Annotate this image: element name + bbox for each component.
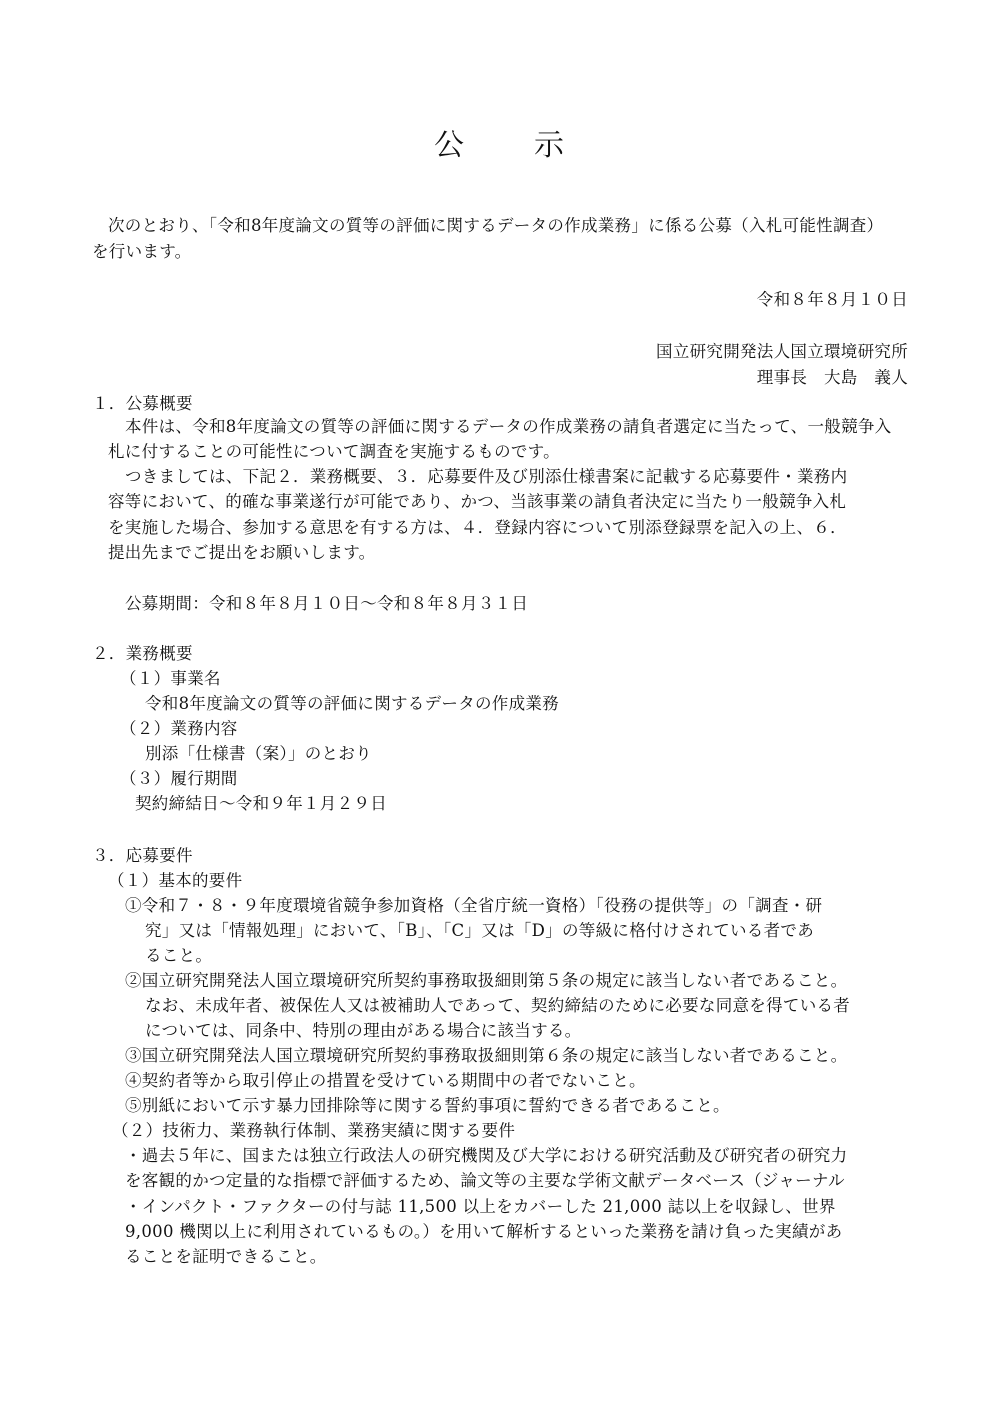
page-title bbox=[0, 128, 1000, 164]
section-1-p2-line-4: 提出先までご提出をお願いします。 bbox=[108, 543, 376, 562]
requirement-1-line-3: ること。 bbox=[145, 946, 213, 965]
item-3-label: （３）履行期間 bbox=[120, 769, 238, 788]
requirement-1-line-2: 究」又は「情報処理」において、「B」、「C」又は「D」の等級に格付けされている者であ bbox=[145, 921, 814, 940]
title-char-1: 公 bbox=[434, 128, 466, 163]
recruitment-period: 公募期間：令和８年８月１０日～令和８年８月３１日 bbox=[125, 594, 529, 613]
requirement-2-line-3: については、同条中、特別の理由がある場合に該当する。 bbox=[145, 1021, 582, 1040]
requirement-4: ④契約者等から取引停止の措置を受けている期間中の者でないこと。 bbox=[125, 1071, 646, 1090]
subsection-1-heading: （１）基本的要件 bbox=[108, 871, 243, 890]
technical-requirement-line-3: ・インパクト・ファクターの付与誌 11,500 以上をカバーした 21,000 誌以上を収録し、世界 bbox=[125, 1197, 836, 1216]
section-3-heading: ３．応募要件 bbox=[92, 846, 193, 865]
item-1-label: （１）事業名 bbox=[120, 669, 221, 688]
notice-date: 令和８年８月１０日 bbox=[756, 290, 908, 309]
section-2-heading: ２．業務概要 bbox=[92, 644, 193, 663]
intro-line-1: 次のとおり、「令和8年度論文の質等の評価に関するデータの作成業務」に係る公募（入札可能性調査） bbox=[108, 216, 884, 235]
issuer-person: 理事長 大島 義人 bbox=[756, 368, 908, 387]
section-1-p1-line-2: 札に付することの可能性について調査を実施するものです。 bbox=[108, 442, 560, 461]
item-3-value: 契約締結日～令和９年１月２９日 bbox=[135, 794, 387, 813]
intro-line-2: を行います。 bbox=[92, 242, 192, 261]
requirement-5: ⑤別紙において示す暴力団排除等に関する誓約事項に誓約できる者であること。 bbox=[125, 1096, 730, 1115]
section-1-p2-line-1: つきましては、下記２．業務概要、３．応募要件及び別添仕様書案に記載する応募要件・業務内 bbox=[125, 467, 848, 486]
item-1-value: 令和8年度論文の質等の評価に関するデータの作成業務 bbox=[145, 694, 559, 713]
item-2-label: （２）業務内容 bbox=[120, 719, 238, 738]
requirement-1-line-1: ①令和７・８・９年度環境省競争参加資格（全省庁統一資格）「役務の提供等」の「調査・研 bbox=[125, 896, 823, 915]
title-char-2: 示 bbox=[534, 128, 566, 163]
section-1-p2-line-3: を実施した場合、参加する意思を有する方は、４．登録内容について別添登録票を記入の上、６． bbox=[108, 518, 847, 537]
section-1-p1-line-1: 本件は、令和8年度論文の質等の評価に関するデータの作成業務の請負者選定に当たって、一般競争入 bbox=[125, 417, 892, 436]
section-1-p2-line-2: 容等において、的確な事業遂行が可能であり、かつ、当該事業の請負者決定に当たり一般競争入札 bbox=[108, 492, 847, 511]
requirement-3: ③国立研究開発法人国立環境研究所契約事務取扱細則第６条の規定に該当しない者であること。 bbox=[125, 1046, 848, 1065]
item-2-value: 別添「仕様書（案）」のとおり bbox=[145, 744, 372, 763]
technical-requirement-line-5: ることを証明できること。 bbox=[125, 1247, 327, 1266]
technical-requirement-line-1: ・過去５年に、国または独立行政法人の研究機関及び大学における研究活動及び研究者の研究力 bbox=[125, 1146, 848, 1165]
requirement-2-line-2: なお、未成年者、被保佐人又は被補助人であって、契約締結のために必要な同意を得ている者 bbox=[145, 996, 851, 1015]
section-1-heading: １．公募概要 bbox=[92, 394, 193, 413]
requirement-2-line-1: ②国立研究開発法人国立環境研究所契約事務取扱細則第５条の規定に該当しない者であること。 bbox=[125, 971, 848, 990]
issuer-organization: 国立研究開発法人国立環境研究所 bbox=[656, 342, 908, 361]
technical-requirement-line-4: 9,000 機関以上に利用されているもの。）を用いて解析するといった業務を請け負った実績があ bbox=[125, 1222, 843, 1241]
subsection-2-heading: （２）技術力、業務執行体制、業務実績に関する要件 bbox=[112, 1121, 516, 1140]
technical-requirement-line-2: を客観的かつ定量的な指標で評価するため、論文等の主要な学術文献データベース（ジャーナル bbox=[125, 1171, 845, 1190]
